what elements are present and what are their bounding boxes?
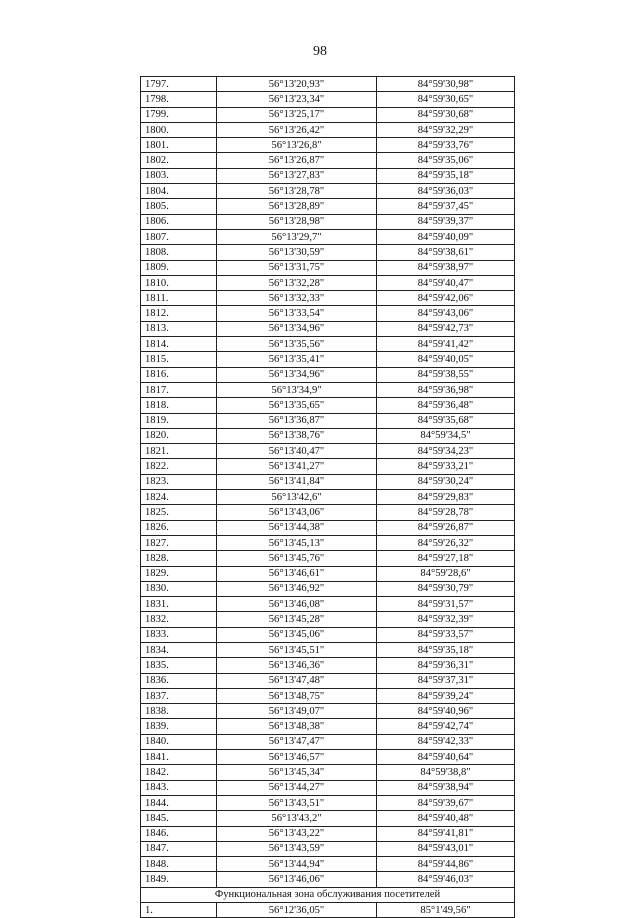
- latitude-cell: 56°13'36,87": [217, 413, 377, 428]
- table-row: [141, 337, 515, 352]
- latitude-cell: 56°13'44,38": [217, 520, 377, 535]
- table-row: [141, 199, 515, 214]
- longitude-cell: 84°59'43,06": [377, 306, 515, 321]
- longitude-cell: 84°59'32,29": [377, 122, 515, 137]
- latitude-cell: 56°13'41,84": [217, 474, 377, 489]
- longitude-cell: 84°59'36,48": [377, 398, 515, 413]
- table-row: [141, 168, 515, 183]
- table-row: [141, 382, 515, 397]
- table-row: [141, 444, 515, 459]
- table-row: [141, 229, 515, 244]
- latitude-cell: 56°13'41,27": [217, 459, 377, 474]
- latitude-cell: 56°13'35,65": [217, 398, 377, 413]
- longitude-cell: 84°59'30,65": [377, 92, 515, 107]
- longitude-cell: 84°59'39,37": [377, 214, 515, 229]
- point-number-cell: 1800.: [141, 122, 217, 137]
- table-row: [141, 627, 515, 642]
- point-number-cell: 1804.: [141, 184, 217, 199]
- latitude-cell: 56°13'34,96": [217, 321, 377, 336]
- point-number-cell: 1806.: [141, 214, 217, 229]
- table-row: [141, 673, 515, 688]
- latitude-cell: 56°13'33,54": [217, 306, 377, 321]
- longitude-cell: 84°59'33,57": [377, 627, 515, 642]
- latitude-cell: 56°13'46,92": [217, 581, 377, 596]
- longitude-cell: 84°59'33,21": [377, 459, 515, 474]
- point-number-cell: 1842.: [141, 765, 217, 780]
- table-row: [141, 214, 515, 229]
- table-row: [141, 704, 515, 719]
- longitude-cell: 84°59'38,55": [377, 367, 515, 382]
- point-number-cell: 1825.: [141, 505, 217, 520]
- table-row: [141, 77, 515, 92]
- table-row: [141, 597, 515, 612]
- table-row: [141, 398, 515, 413]
- longitude-cell: 84°59'39,24": [377, 688, 515, 703]
- point-number-cell: 1832.: [141, 612, 217, 627]
- table-row: [141, 551, 515, 566]
- longitude-cell: 84°59'46,03": [377, 872, 515, 887]
- table-row: [141, 92, 515, 107]
- latitude-cell: 56°13'31,75": [217, 260, 377, 275]
- latitude-cell: 56°13'34,9": [217, 382, 377, 397]
- point-number-cell: 1826.: [141, 520, 217, 535]
- table-row: [141, 428, 515, 443]
- latitude-cell: 56°13'44,27": [217, 780, 377, 795]
- table-row: [141, 260, 515, 275]
- longitude-cell: 84°59'35,68": [377, 413, 515, 428]
- latitude-cell: 56°13'42,6": [217, 490, 377, 505]
- coordinates-table-body: [141, 77, 515, 918]
- longitude-cell: 84°59'41,81": [377, 826, 515, 841]
- table-row: [141, 688, 515, 703]
- latitude-cell: 56°13'43,51": [217, 795, 377, 810]
- point-number-cell: 1849.: [141, 872, 217, 887]
- longitude-cell: 84°59'38,8": [377, 765, 515, 780]
- latitude-cell: 56°13'20,93": [217, 77, 377, 92]
- longitude-cell: 84°59'31,57": [377, 597, 515, 612]
- table-row: [141, 107, 515, 122]
- latitude-cell: 56°13'45,28": [217, 612, 377, 627]
- longitude-cell: 84°59'42,73": [377, 321, 515, 336]
- table-row: [141, 474, 515, 489]
- latitude-cell: 56°13'35,56": [217, 337, 377, 352]
- longitude-cell: 84°59'43,01": [377, 841, 515, 856]
- latitude-cell: 56°13'30,59": [217, 245, 377, 260]
- section-header-row: [141, 887, 515, 902]
- latitude-cell: 56°13'45,13": [217, 535, 377, 550]
- longitude-cell: 84°59'30,24": [377, 474, 515, 489]
- point-number-cell: 1805.: [141, 199, 217, 214]
- point-number-cell: 1848.: [141, 857, 217, 872]
- latitude-cell: 56°13'27,83": [217, 168, 377, 183]
- point-number-cell: 1816.: [141, 367, 217, 382]
- table-row: [141, 352, 515, 367]
- latitude-cell: 56°13'43,22": [217, 826, 377, 841]
- point-number-cell: 1839.: [141, 719, 217, 734]
- latitude-cell: 56°13'47,48": [217, 673, 377, 688]
- point-number-cell: 1827.: [141, 535, 217, 550]
- longitude-cell: 84°59'38,61": [377, 245, 515, 260]
- point-number-cell: 1822.: [141, 459, 217, 474]
- point-number-cell: 1807.: [141, 229, 217, 244]
- longitude-cell: 84°59'40,09": [377, 229, 515, 244]
- latitude-cell: 56°13'48,75": [217, 688, 377, 703]
- section-title: Функциональная зона обслуживания посетителей: [141, 887, 515, 902]
- latitude-cell: 56°13'28,98": [217, 214, 377, 229]
- point-number-cell: 1824.: [141, 490, 217, 505]
- table-row: [141, 291, 515, 306]
- point-number-cell: 1801.: [141, 138, 217, 153]
- point-number-cell: 1840.: [141, 734, 217, 749]
- point-number-cell: 1846.: [141, 826, 217, 841]
- longitude-cell: 84°59'42,33": [377, 734, 515, 749]
- point-number-cell: 1831.: [141, 597, 217, 612]
- table-row: [141, 245, 515, 260]
- table-row: [141, 750, 515, 765]
- longitude-cell: 84°59'28,6": [377, 566, 515, 581]
- latitude-cell: 56°13'26,42": [217, 122, 377, 137]
- longitude-cell: 84°59'42,74": [377, 719, 515, 734]
- point-number-cell: 1835.: [141, 658, 217, 673]
- latitude-cell: 56°13'45,06": [217, 627, 377, 642]
- longitude-cell: 84°59'34,5": [377, 428, 515, 443]
- latitude-cell: 56°13'45,76": [217, 551, 377, 566]
- table-row: [141, 780, 515, 795]
- longitude-cell: 84°59'39,67": [377, 795, 515, 810]
- point-number-cell: 1844.: [141, 795, 217, 810]
- table-row: [141, 153, 515, 168]
- point-number-cell: 1808.: [141, 245, 217, 260]
- point-number-cell: 1802.: [141, 153, 217, 168]
- longitude-cell: 84°59'30,98": [377, 77, 515, 92]
- table-row: [141, 490, 515, 505]
- point-number-cell: 1815.: [141, 352, 217, 367]
- longitude-cell: 84°59'26,87": [377, 520, 515, 535]
- point-number-cell: 1836.: [141, 673, 217, 688]
- point-number-cell: 1828.: [141, 551, 217, 566]
- point-number-cell: 1817.: [141, 382, 217, 397]
- point-number-cell: 1829.: [141, 566, 217, 581]
- longitude-cell: 84°59'40,05": [377, 352, 515, 367]
- longitude-cell: 84°59'26,32": [377, 535, 515, 550]
- table-row: [141, 566, 515, 581]
- table-row: [141, 872, 515, 887]
- longitude-cell: 84°59'38,94": [377, 780, 515, 795]
- longitude-cell: 84°59'35,06": [377, 153, 515, 168]
- longitude-cell: 84°59'29,83": [377, 490, 515, 505]
- table-row: [141, 857, 515, 872]
- point-number-cell: 1797.: [141, 77, 217, 92]
- longitude-cell: 84°59'38,97": [377, 260, 515, 275]
- point-number-cell: 1843.: [141, 780, 217, 795]
- latitude-cell: 56°13'25,17": [217, 107, 377, 122]
- point-number-cell: 1834.: [141, 642, 217, 657]
- latitude-cell: 56°13'35,41": [217, 352, 377, 367]
- point-number-cell: 1799.: [141, 107, 217, 122]
- latitude-cell: 56°13'28,89": [217, 199, 377, 214]
- table-row: [141, 841, 515, 856]
- table-row: [141, 811, 515, 826]
- point-number-cell: 1841.: [141, 750, 217, 765]
- latitude-cell: 56°13'26,8": [217, 138, 377, 153]
- latitude-cell: 56°13'32,33": [217, 291, 377, 306]
- point-number-cell: 1803.: [141, 168, 217, 183]
- point-number-cell: 1809.: [141, 260, 217, 275]
- latitude-cell: 56°13'32,28": [217, 275, 377, 290]
- point-number-cell: 1820.: [141, 428, 217, 443]
- latitude-cell: 56°13'38,76": [217, 428, 377, 443]
- point-number-cell: 1798.: [141, 92, 217, 107]
- point-number-cell: 1813.: [141, 321, 217, 336]
- point-number-cell: 1818.: [141, 398, 217, 413]
- longitude-cell: 84°59'40,47": [377, 275, 515, 290]
- point-number-cell: 1833.: [141, 627, 217, 642]
- latitude-cell: 56°13'46,06": [217, 872, 377, 887]
- longitude-cell: 84°59'34,23": [377, 444, 515, 459]
- table-row: [141, 520, 515, 535]
- longitude-cell: 84°59'41,42": [377, 337, 515, 352]
- point-number-cell: 1838.: [141, 704, 217, 719]
- longitude-cell: 84°59'36,98": [377, 382, 515, 397]
- longitude-cell: 84°59'35,18": [377, 168, 515, 183]
- table-row: [141, 734, 515, 749]
- point-number-cell: 1821.: [141, 444, 217, 459]
- longitude-cell: 84°59'42,06": [377, 291, 515, 306]
- table-row: [141, 413, 515, 428]
- longitude-cell: 84°59'27,18": [377, 551, 515, 566]
- point-number-cell: 1845.: [141, 811, 217, 826]
- latitude-cell: 56°13'46,57": [217, 750, 377, 765]
- point-number-cell: 1823.: [141, 474, 217, 489]
- latitude-cell: 56°13'46,08": [217, 597, 377, 612]
- latitude-cell: 56°13'49,07": [217, 704, 377, 719]
- latitude-cell: 56°13'29,7": [217, 229, 377, 244]
- point-number-cell: 1811.: [141, 291, 217, 306]
- table-row: [141, 581, 515, 596]
- table-row: [141, 122, 515, 137]
- table-row: [141, 795, 515, 810]
- table-row: [141, 658, 515, 673]
- point-number-cell: 1837.: [141, 688, 217, 703]
- longitude-cell: 85°1'49,56": [377, 903, 515, 918]
- longitude-cell: 84°59'32,39": [377, 612, 515, 627]
- table-row: [141, 642, 515, 657]
- table-row: [141, 321, 515, 336]
- latitude-cell: 56°13'47,47": [217, 734, 377, 749]
- table-row: [141, 138, 515, 153]
- longitude-cell: 84°59'37,45": [377, 199, 515, 214]
- latitude-cell: 56°13'43,59": [217, 841, 377, 856]
- table-row: [141, 505, 515, 520]
- table-row: [141, 306, 515, 321]
- longitude-cell: 84°59'44,86": [377, 857, 515, 872]
- table-row: [141, 719, 515, 734]
- point-number-cell: 1814.: [141, 337, 217, 352]
- table-row: [141, 535, 515, 550]
- latitude-cell: 56°12'36,05": [217, 903, 377, 918]
- point-number-cell: 1.: [141, 903, 217, 918]
- point-number-cell: 1847.: [141, 841, 217, 856]
- latitude-cell: 56°13'44,94": [217, 857, 377, 872]
- longitude-cell: 84°59'40,64": [377, 750, 515, 765]
- latitude-cell: 56°13'43,06": [217, 505, 377, 520]
- point-number-cell: 1810.: [141, 275, 217, 290]
- longitude-cell: 84°59'36,31": [377, 658, 515, 673]
- latitude-cell: 56°13'26,87": [217, 153, 377, 168]
- longitude-cell: 84°59'30,68": [377, 107, 515, 122]
- latitude-cell: 56°13'45,34": [217, 765, 377, 780]
- coordinates-table: [140, 76, 515, 918]
- table-row: [141, 367, 515, 382]
- latitude-cell: 56°13'48,38": [217, 719, 377, 734]
- longitude-cell: 84°59'40,96": [377, 704, 515, 719]
- point-number-cell: 1830.: [141, 581, 217, 596]
- latitude-cell: 56°13'46,36": [217, 658, 377, 673]
- latitude-cell: 56°13'45,51": [217, 642, 377, 657]
- latitude-cell: 56°13'40,47": [217, 444, 377, 459]
- longitude-cell: 84°59'37,31": [377, 673, 515, 688]
- table-row: [141, 275, 515, 290]
- longitude-cell: 84°59'28,78": [377, 505, 515, 520]
- latitude-cell: 56°13'23,34": [217, 92, 377, 107]
- latitude-cell: 56°13'43,2": [217, 811, 377, 826]
- longitude-cell: 84°59'40,48": [377, 811, 515, 826]
- longitude-cell: 84°59'35,18": [377, 642, 515, 657]
- table-row: [141, 765, 515, 780]
- latitude-cell: 56°13'46,61": [217, 566, 377, 581]
- table-row: [141, 826, 515, 841]
- longitude-cell: 84°59'36,03": [377, 184, 515, 199]
- latitude-cell: 56°13'28,78": [217, 184, 377, 199]
- longitude-cell: 84°59'30,79": [377, 581, 515, 596]
- page-number: 98: [313, 44, 327, 59]
- table-row: [141, 612, 515, 627]
- table-row: [141, 459, 515, 474]
- point-number-cell: 1819.: [141, 413, 217, 428]
- latitude-cell: 56°13'34,96": [217, 367, 377, 382]
- table-row: [141, 184, 515, 199]
- longitude-cell: 84°59'33,76": [377, 138, 515, 153]
- point-number-cell: 1812.: [141, 306, 217, 321]
